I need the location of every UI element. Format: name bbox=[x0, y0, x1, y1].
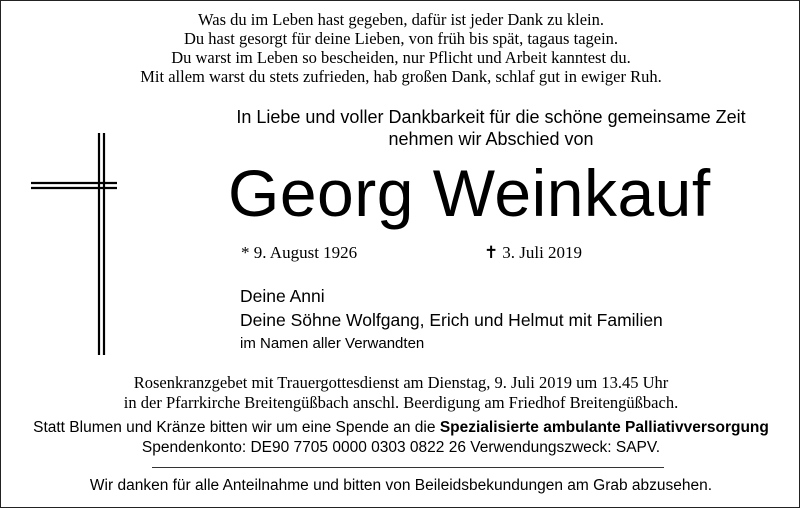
intro-text bbox=[91, 106, 800, 150]
birth-date: * 9. August 1926 bbox=[241, 243, 358, 262]
mourner-line: Deine Söhne Wolfgang, Erich und Helmut mit Familien bbox=[240, 310, 663, 330]
death-date-line bbox=[484, 243, 582, 263]
thanks-text: Wir danken für alle Anteilnahme und bitten von Beileidsbekundungen am Grab abzusehen. bbox=[89, 477, 713, 494]
donation-prefix: Statt Blumen und Kränze bitten wir um eine Spende an die bbox=[33, 419, 440, 436]
mourner-line: im Namen aller Verwandten bbox=[240, 335, 425, 352]
death-cross-icon: ✝ bbox=[484, 243, 499, 262]
poem-line: Du warst im Leben so bescheiden, nur Pflicht und Arbeit kanntest du. bbox=[171, 48, 631, 67]
divider bbox=[152, 467, 664, 468]
service-line: Rosenkranzgebet mit Trauergottesdienst am Dienstag, 9. Juli 2019 um 13.45 Uhr bbox=[133, 373, 669, 392]
cross-icon bbox=[29, 129, 119, 359]
donation-info bbox=[1, 418, 800, 458]
poem-line: Du hast gesorgt für deine Lieben, von früh bis spät, tagaus tagein. bbox=[183, 29, 619, 48]
intro-line: nehmen wir Abschied von bbox=[388, 129, 594, 149]
intro-line: In Liebe und voller Dankbarkeit für die schöne gemeinsame Zeit bbox=[236, 107, 746, 127]
deceased-name: Georg Weinkauf bbox=[228, 156, 711, 230]
donation-line bbox=[1, 418, 800, 438]
service-line: in der Pfarrkirche Breitengüßbach anschl. Beerdigung am Friedhof Breitengüßbach. bbox=[123, 393, 679, 412]
poem-line: Mit allem warst du stets zufrieden, hab großen Dank, schlaf gut in ewiger Ruh. bbox=[140, 67, 662, 86]
death-date: 3. Juli 2019 bbox=[502, 243, 583, 262]
donation-account: Spendenkonto: DE90 7705 0000 0303 0822 26 Verwendungszweck: SAPV. bbox=[141, 439, 661, 456]
poem-line: Was du im Leben hast gegeben, dafür ist jeder Dank zu klein. bbox=[198, 10, 604, 29]
service-info bbox=[1, 373, 800, 413]
mourner-line: Deine Anni bbox=[240, 286, 325, 306]
poem bbox=[1, 10, 800, 86]
donation-recipient: Spezialisierte ambulante Palliativversorgung bbox=[439, 419, 769, 436]
